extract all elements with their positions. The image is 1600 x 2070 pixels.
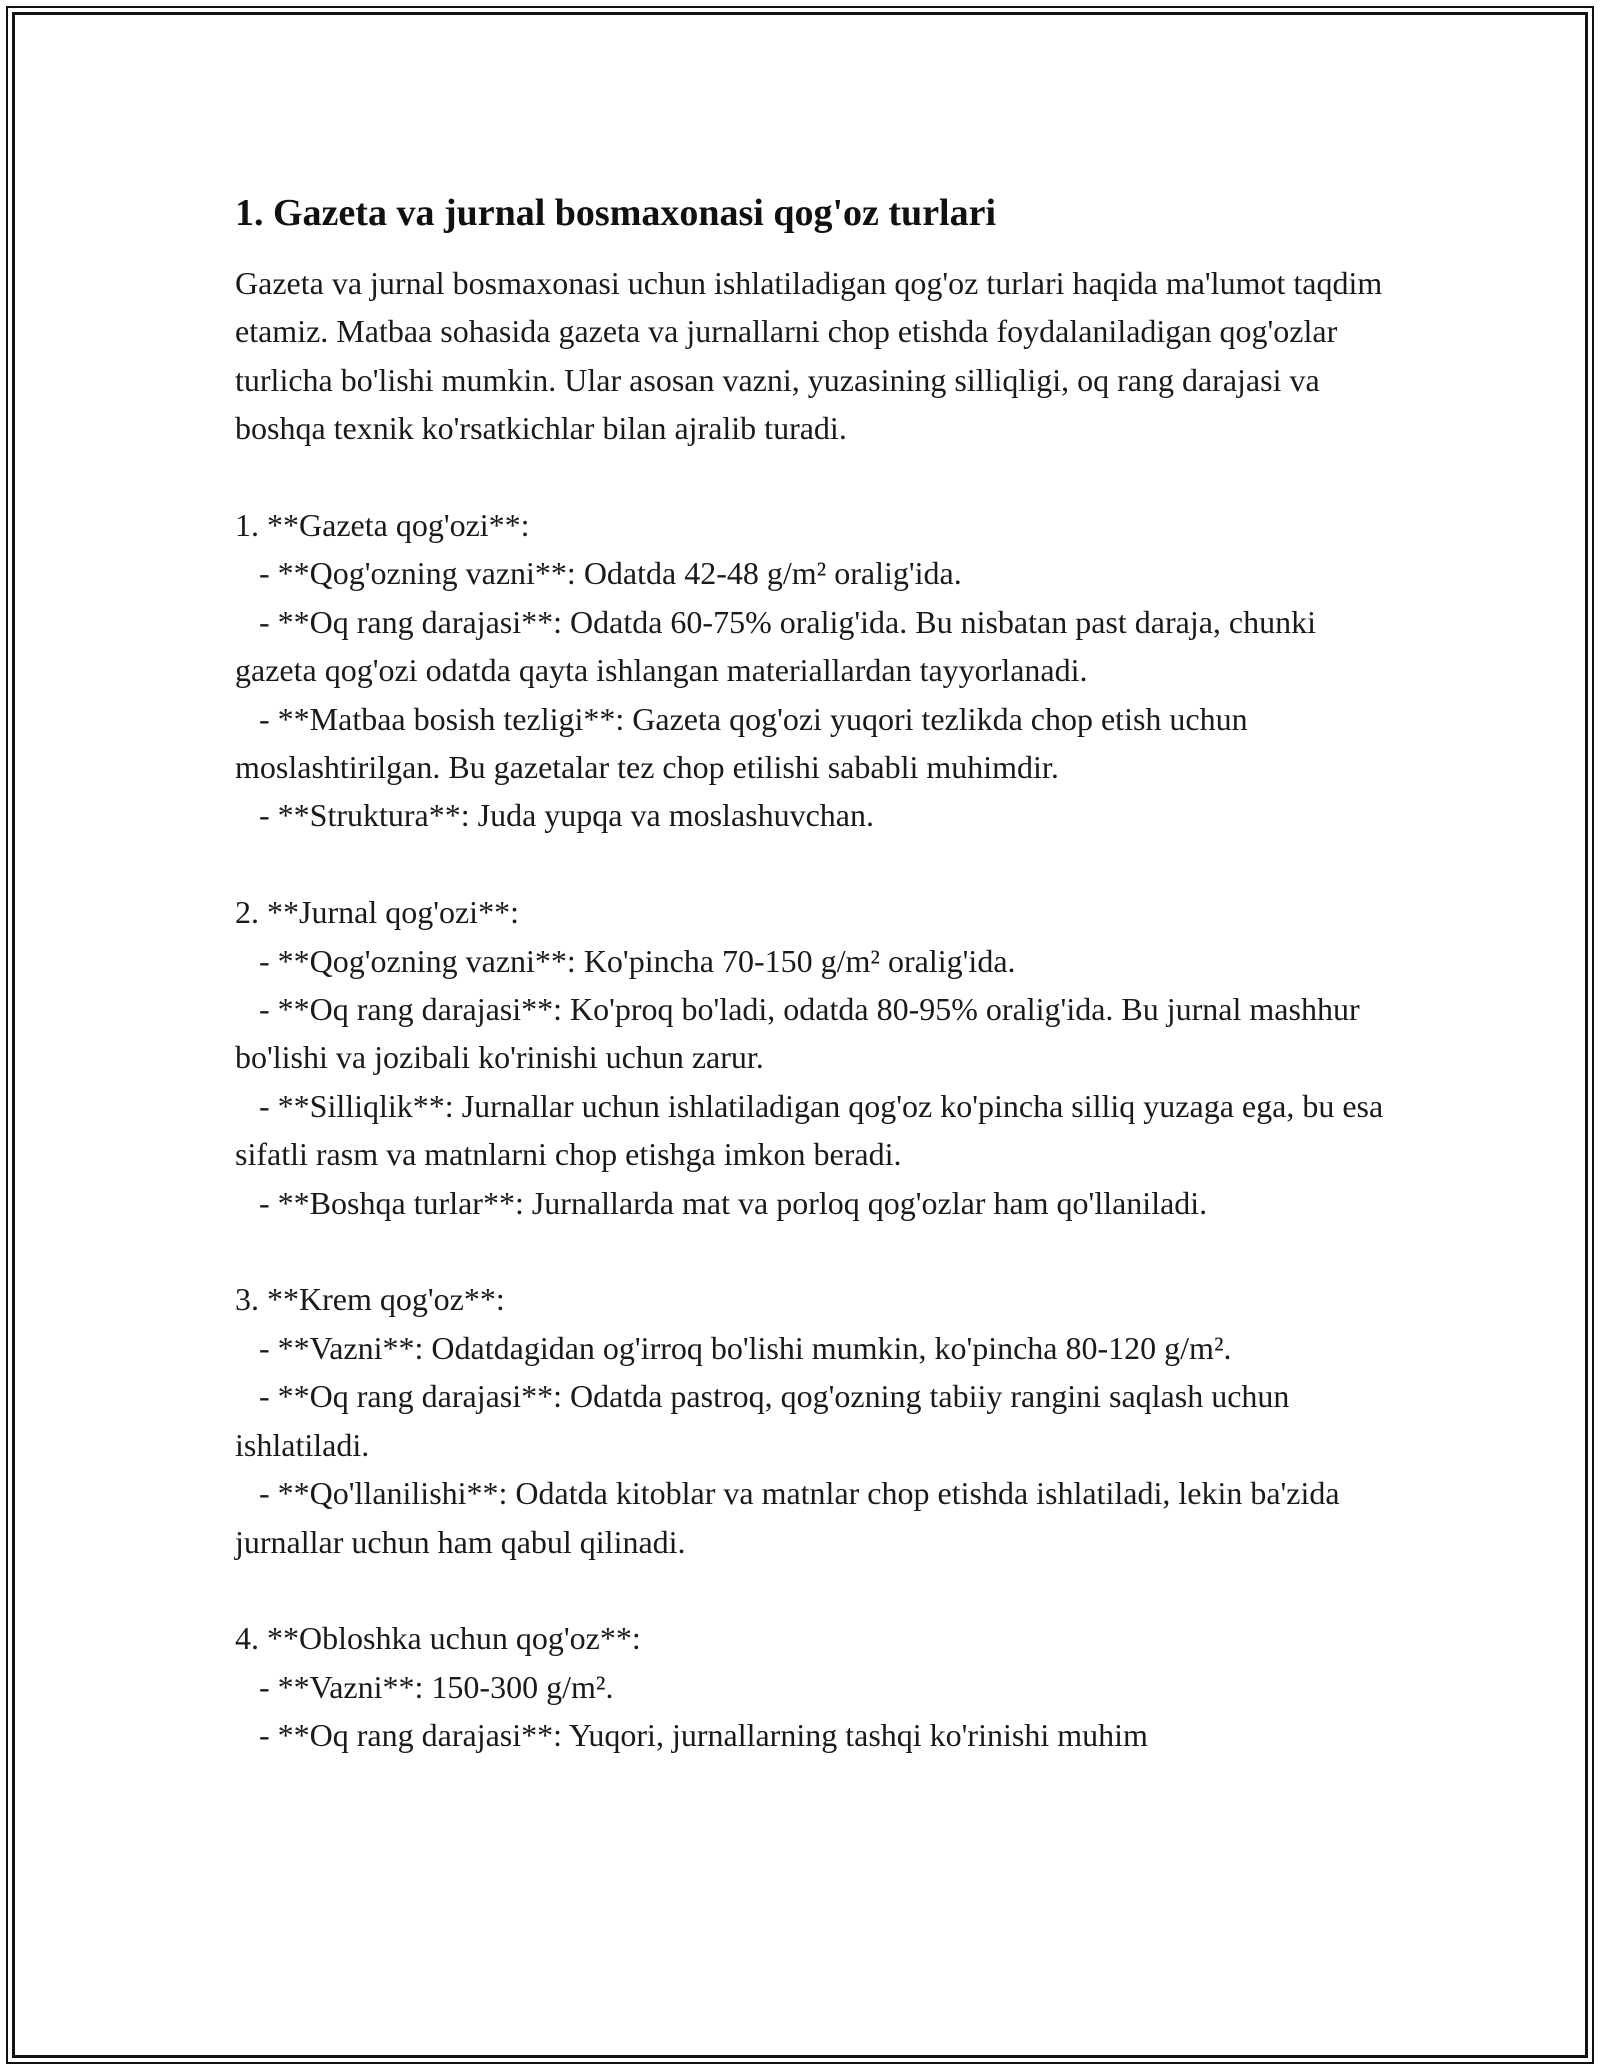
section-heading: 4. **Obloshka uchun qog'oz**: (235, 1620, 641, 1657)
section-heading: 1. **Gazeta qog'ozi**: (235, 507, 530, 544)
section-newspaper-paper (235, 501, 1385, 840)
list-item: - **Vazni**: 150-300 g/m². (235, 1668, 614, 1705)
list-item: - **Qog'ozning vazni**: Odatda 42-48 g/m² oralig'ida. (235, 555, 962, 592)
list-item: - **Vazni**: Odatdagidan og'irroq bo'lishi mumkin, ko'pincha 80-120 g/m². (235, 1329, 1232, 1366)
spacer (235, 1566, 1385, 1614)
section-cover-paper (235, 1614, 1385, 1759)
list-item: - **Oq rang darajasi**: Ko'proq bo'ladi, odatda 80-95% oralig'ida. Bu jurnal mashhur bo'lishi va jozibali ko'rinishi uchun zarur. (235, 991, 1368, 1076)
list-item: - **Boshqa turlar**: Jurnallarda mat va porloq qog'ozlar ham qo'llaniladi. (235, 1184, 1208, 1221)
intro-paragraph: Gazeta va jurnal bosmaxonasi uchun ishlatiladigan qog'oz turlari haqida ma'lumot taqdim etamiz. Matbaa sohasida gazeta va jurnallarni chop etishda foydalaniladigan qog'ozlar turlicha bo'lishi mumkin. Ular asosan vazni, yuzasining silliqligi, oq rang darajasi va boshqa texnik ko'rsatkichlar bilan ajralib turadi. (235, 265, 1391, 447)
section-journal-paper (235, 888, 1392, 1227)
list-item: - **Oq rang darajasi**: Odatda 60-75% oralig'ida. Bu nisbatan past daraja, chunki gazeta qog'ozi odatda qayta ishlangan materiallardan tayyorlanadi. (235, 603, 1325, 689)
list-item: - **Silliqlik**: Jurnallar uchun ishlatiladigan qog'oz ko'pincha silliq yuzaga ega, bu esa sifatli rasm va matnlarni chop etishga imkon beradi. (235, 1087, 1392, 1173)
list-item: - **Oq rang darajasi**: Odatda pastroq, qog'ozning tabiiy rangini saqlash uchun ishlatiladi. (235, 1378, 1298, 1463)
spacer (235, 1227, 1385, 1275)
section-cream-paper (235, 1275, 1385, 1565)
list-item: - **Qo'llanilishi**: Odatda kitoblar va matnlar chop etishda ishlatiladi, lekin ba'zida jurnallar uchun ham qabul qilinadi. (235, 1475, 1348, 1560)
list-item: - **Qog'ozning vazni**: Ko'pincha 70-150 g/m² oralig'ida. (235, 942, 1016, 979)
spacer (235, 840, 1385, 888)
section-heading: 3. **Krem qog'oz**: (235, 1281, 505, 1318)
document-title: 1. Gazeta va jurnal bosmaxonasi qog'oz turlari (235, 192, 997, 234)
document-body (235, 185, 1392, 1760)
list-item: - **Oq rang darajasi**: Yuqori, jurnallarning tashqi ko'rinishi muhim (235, 1717, 1148, 1754)
spacer (235, 453, 1385, 501)
list-item: - **Struktura**: Juda yupqa va moslashuvchan. (235, 797, 874, 834)
section-heading: 2. **Jurnal qog'ozi**: (235, 894, 519, 931)
list-item: - **Matbaa bosish tezligi**: Gazeta qog'ozi yuqori tezlikda chop etish uchun moslashtirilgan. Bu gazetalar tez chop etilishi sababli muhimdir. (235, 700, 1256, 786)
